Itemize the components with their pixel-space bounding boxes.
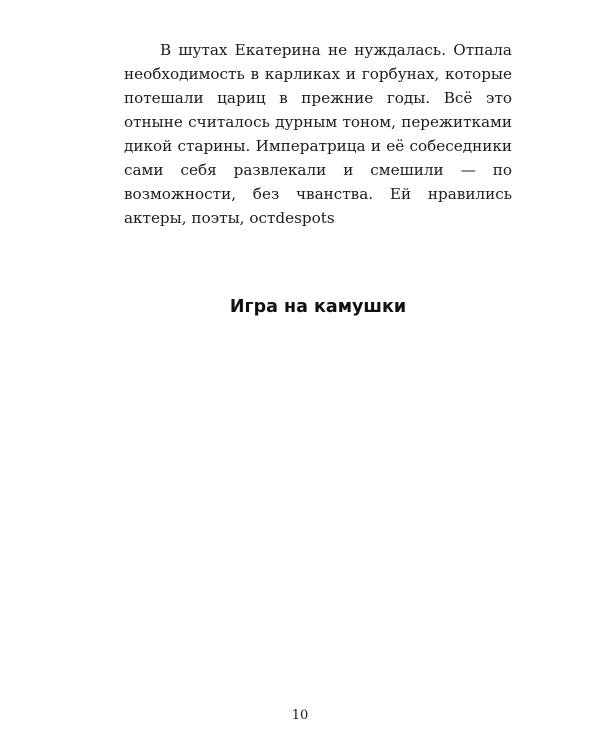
section-heading: Игра на камушки <box>229 297 407 317</box>
page-number: 10 <box>291 708 309 723</box>
text-block-1 <box>124 38 512 230</box>
body-paragraph-1: В шутах Екатерина не нуждалась. Отпала необходимость в карликах и горбунах, которые потешали цариц в прежние годы. Всё это отныне считалось дурным тоном, пережитками дикой старины. Императрица и её собеседники сами себя развлекали и смешили — по возможности, без чванства. Ей нравились актеры, поэты, остdespots <box>124 41 512 227</box>
